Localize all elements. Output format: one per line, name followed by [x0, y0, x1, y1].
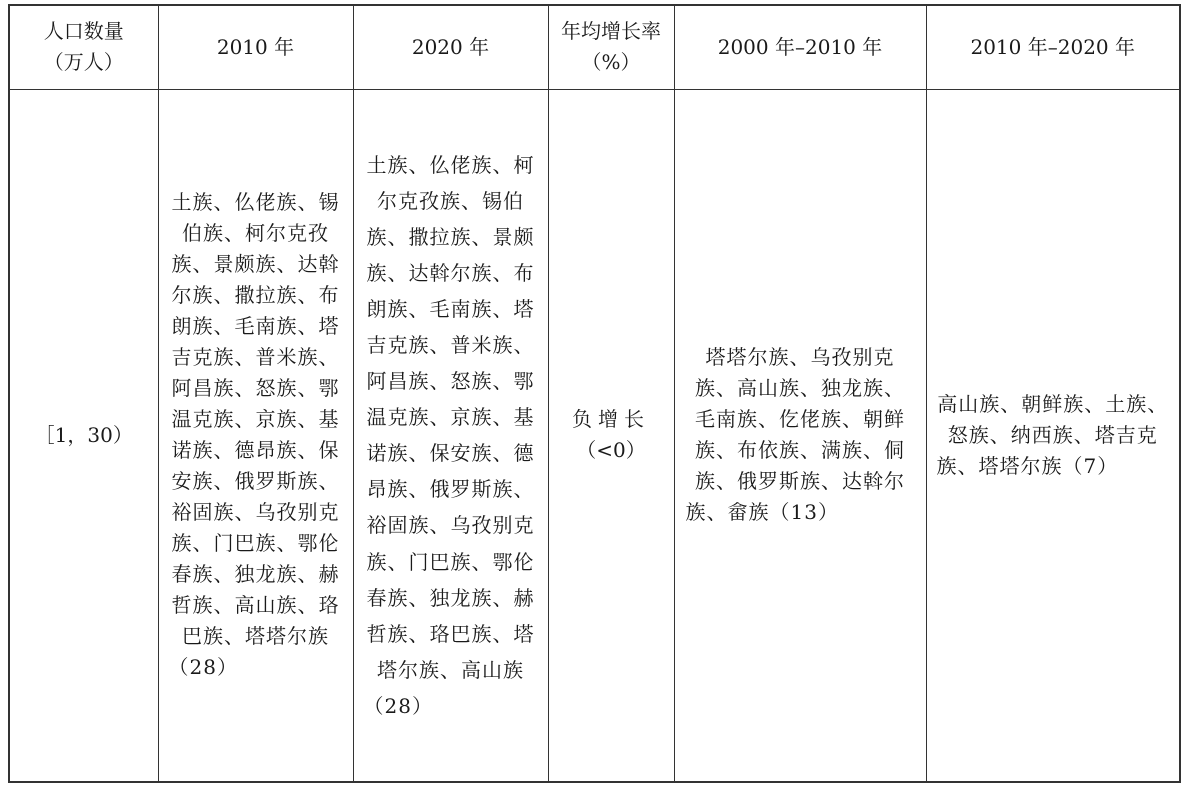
growth-rate-label: 负增长 [572, 407, 650, 432]
growth-rate-cell [548, 89, 674, 782]
header-population [9, 5, 158, 89]
header-growth-rate-line1: 年均增长率 [561, 19, 661, 44]
range-cell: ［1，30） [9, 89, 158, 782]
header-growth-rate-line2: （%） [581, 50, 641, 75]
header-2020 [353, 5, 548, 89]
table-row [9, 89, 1180, 782]
header-2010-label: 2010 年 [216, 34, 295, 59]
header-population-line1: 人口数量 [43, 19, 124, 44]
ethnic-list-2010: 土族、仫佬族、锡伯族、柯尔克孜族、景颇族、达斡尔族、撒拉族、布朗族、毛南族、塔吉克族、普米族、阿昌族、怒族、鄂温克族、京族、基诺族、德昂族、保安族、俄罗斯族、裕固族、乌孜别克族、门巴族、鄂伦春族、独龙族、赫哲族、高山族、珞巴族、塔塔尔族（28） [158, 89, 353, 782]
header-2000-2010 [674, 5, 926, 89]
header-2010-2020 [926, 5, 1180, 89]
header-2020-label: 2020 年 [411, 34, 490, 59]
header-row [9, 5, 1180, 89]
ethnic-list-2020: 土族、仫佬族、柯尔克孜族、锡伯族、撒拉族、景颇族、达斡尔族、布朗族、毛南族、塔吉克族、普米族、阿昌族、怒族、鄂温克族、京族、基诺族、保安族、德昂族、俄罗斯族、裕固族、乌孜别克族、门巴族、鄂伦春族、独龙族、赫哲族、珞巴族、塔塔尔族、高山族（28） [353, 89, 548, 782]
ethnic-list-2010-2020: 高山族、朝鲜族、土族、怒族、纳西族、塔吉克族、塔塔尔族（7） [926, 89, 1180, 782]
population-table [8, 4, 1181, 783]
header-population-line2: （万人） [43, 50, 124, 75]
header-2010-2020-label: 2010 年–2020 年 [970, 34, 1135, 59]
header-2010 [158, 5, 353, 89]
header-2000-2010-label: 2000 年–2010 年 [717, 34, 883, 59]
header-growth-rate [548, 5, 674, 89]
ethnic-list-2000-2010: 塔塔尔族、乌孜别克族、高山族、独龙族、毛南族、仡佬族、朝鲜族、布依族、满族、侗族、俄罗斯族、达斡尔族、畲族（13） [674, 89, 926, 782]
growth-rate-value: （<0） [576, 438, 646, 463]
